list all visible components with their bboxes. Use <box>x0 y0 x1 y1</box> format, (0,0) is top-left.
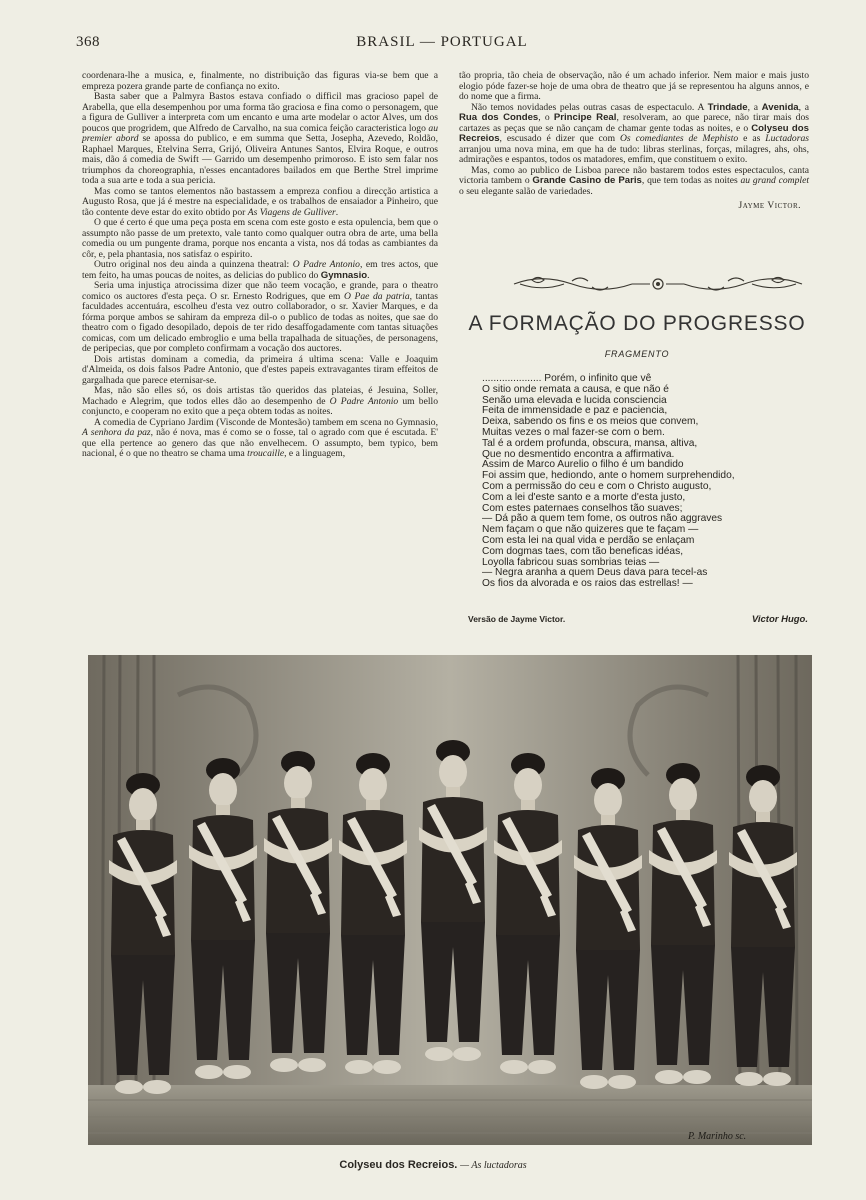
poem-line: Nem façam o que não quizeres que te façam — <box>482 524 699 536</box>
left_column-paragraph: Dois artistas dominam a comedia, da primeira á ultima scena: Valle e Joaquim d'Almeida, os dois falsos Padre Antonio, que d'estes papeis extravagantes tiram effeitos de gargalhada que parece eternisar-se. <box>82 353 438 386</box>
poem-line: — Dá pão a quem tem fome, os outros não aggraves <box>482 513 723 525</box>
left_column-paragraph: Basta saber que a Palmyra Bastos estava confiado o difficil mas gracioso papel de Arabella, que ella desempenhou por uma forma tão graciosa e fina como o personagem, que a figura de Gulliver a interpreta com um encanto e uma arte modelar o actor Alves, um dos poucos que progridem, que Alfredo de Carvalho, na sua comica feição caracteristica logo au premier abord se apossa do publico, e em summa que Setta, Josepha, Azevedo, Roldão, Raphael Marques, Etelvina Serra, Grijó, Oliveira Antunes Santos, Elvira Roque, e outros mais, dão á comedia de Swift — Garrido um desempenho primoroso. E isto sem falar nos triumphos da choreographia, n'esses encantadores bailados em que Berthe Strel imprime toda a sua arte e toda a sua pericia. <box>82 91 438 186</box>
left_column-paragraph: Mas como se tantos elementos não bastassem a empreza confiou a direcção artistica a Augusto Rosa, que já é mestre na especialidade, e os trabalhos de ensaiador a Pinheiro, que tão contente deve estar do exito obtido por As Viagens de Gulliver. <box>82 185 438 218</box>
poem-line: ..................... Porém, o infinito que vê <box>482 373 652 384</box>
poem-line: Tal é a ordem profunda, obscura, mansa, altiva, <box>482 437 698 449</box>
left_column-paragraph: Seria uma injustiça atrocissima dizer que não teem vocação, e grande, para o theatro comico os auctores d'esta peça. O sr. Ernesto Rodrigues, que em O Pae da patria, tantas faculdades accentuára, escolheu d'esta vez outro collaborador, o sr. Xavier Marques, e da fórma porque ambos se sahiram da empreza dil-o o publico de todas as noites, que sae do theatro com o figado desopilado, depois de ter rido desaffogadamente com tantas situações comicas, com um delicado embroglio e uma bella trapalhada de situações, de personagens, de peripecias, que por completo confirmam a vocação dos auctores. <box>82 280 438 354</box>
article-signature: Jayme Victor. <box>738 201 801 211</box>
poem-line: Com estes paternaes conselhos tão suaves; <box>482 502 683 514</box>
running-title: BRASIL — PORTUGAL <box>356 34 528 50</box>
left-article-column <box>82 71 438 460</box>
poem-subtitle: FRAGMENTO <box>604 349 670 359</box>
caption-place: Colyseu dos Recreios. <box>339 1159 458 1171</box>
right-article-column <box>459 71 809 212</box>
poem-line: Muitas vezes o mal fazer-se com o bem. <box>482 426 665 438</box>
poem-line: Senão uma elevada e lucida consciencia <box>482 394 667 406</box>
wrestlers-photo-image <box>88 655 812 1145</box>
poem-line: — Negra aranha a quem Deus dava para tecel-as <box>482 567 708 579</box>
poem-line: Com dogmas taes, com tão beneficas idéas, <box>482 545 684 557</box>
poem-translator: Versão de Jayme Victor. <box>468 614 566 624</box>
poem-line: O sitio onde remata a causa, e que não é <box>482 383 669 395</box>
poem-line: Os fios da alvorada e os raios das estrellas! — <box>482 578 693 590</box>
left_column-paragraph: Mas, não são elles só, os dois artistas tão queridos das plateias, é Jesuina, Soller, Machado e Alegrim, que todos elles dão ao desempenho de O Padre Antonio um bello conjuncto, e cooperam no exito que a peça obtem todas as noites. <box>82 385 438 417</box>
right_column-paragraph: Não temos novidades pelas outras casas de espectaculo. A Trindade, a Avenida, a Rua dos Condes, o Principe Real, resolveram, ao que parece, não tirar mais dos cartazes as peças que se não cançam de chamar gente todas as noites, e o Colyseu dos Recreios, escusado é dizer que com Os comediantes de Mephisto e as Luctadoras arranjou uma nova mina, em que ha de tudo: libras sterlinas, forças, milagres, ahs, ohs, admirações e espantos, todos os matadores, emfim, que constituem o exito. <box>459 101 810 165</box>
poem-line: Foi assim que, hediondo, ante o homem surprehendido, <box>482 470 735 482</box>
poem-title: A FORMAÇÃO DO PROGRESSO <box>468 312 806 335</box>
poem-line: Com a permissão do ceu e com o Christo augusto, <box>482 480 712 492</box>
poem-line: Com a lei d'este santo e a morte d'esta justo, <box>482 491 686 503</box>
left_column-paragraph: coordenara-lhe a musica, e, finalmente, no distribuição das figuras via-se bem que a empreza pozera grande parte de confiança no exito. <box>82 70 438 92</box>
poem-line: Que no desmentido encontra a affirmativa. <box>482 448 675 460</box>
poem-line: Com esta lei na qual vida e perdão se enlaçam <box>482 534 695 546</box>
ornament-divider-icon <box>512 273 804 295</box>
poem-line: Deixa, sabendo os fins e os meios que convem, <box>482 416 699 428</box>
poem-author: Victor Hugo. <box>751 614 808 625</box>
left_column-paragraph: O que é certo é que uma peça posta em scena com este gosto e esta opulencia, bem que o assumpto não passe de um pretexto, vale tanto como qualquer outra obra de arte, uma bella comedia ou um pungente drama, porque nos encanta a vista, nos dá todas as cambiantes da côr, e, pela phantasia, nos satisfaz o espirito. <box>82 217 438 260</box>
left_column-paragraph: A comedia de Cypriano Jardim (Visconde de Montesão) tambem em scena no Gymnasio, A senhora da paz, não é nova, mas é como se o fosse, tal o agrado com que é escutada. E' que ella pertence ao genero das que não envelhecem. O assumpto, bem typico, bem nacional, é o que no theatro se chama uma troucaille, e a linguagem, <box>82 416 439 459</box>
page-header <box>76 34 808 54</box>
poem-line: Assim de Marco Aurelio o filho é um bandido <box>482 459 684 471</box>
engraver-signature: P. Marinho sc. <box>688 1131 747 1142</box>
right-article-text <box>459 71 809 197</box>
right_column-paragraph: tão propria, tão cheia de observação, não é um achado inferior. Nem maior e mais justo elogio póde fazer-se hoje de uma obra de theatro que já se representou ha alguns annos, e do nome que a firma. <box>459 70 809 102</box>
photo-caption <box>0 1159 866 1171</box>
poem-body <box>482 374 812 590</box>
poem-line: Feita de immensidade e paz e paciencia, <box>482 405 668 417</box>
caption-title: — As luctadoras <box>460 1160 527 1171</box>
page-number: 368 <box>76 34 100 50</box>
poem-line: Loyolla fabricou suas sombrias teias — <box>482 556 660 568</box>
right_column-paragraph: Mas, como ao publico de Lisboa parece não bastarem todos estes espectaculos, canta victoria tambem o Grande Casino de Paris, que tem todas as noites au grand complet o seu elegante salão de variedades. <box>459 164 809 197</box>
left_column-paragraph: Outro original nos deu ainda a quinzena theatral: O Padre Antonio, em tres actos, que tem feito, ha umas poucas de noites, as delicias do publico do Gymnasio. <box>82 259 438 281</box>
wrestlers-photograph <box>88 655 812 1145</box>
